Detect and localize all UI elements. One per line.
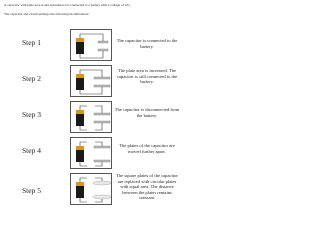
capacitor-bottom-plate	[94, 160, 110, 162]
battery-wire-top	[80, 178, 87, 182]
capacitor-bottom-plate	[98, 49, 108, 51]
battery-body-icon	[76, 148, 84, 162]
battery-wire-top	[80, 142, 87, 146]
battery-body-icon	[76, 184, 84, 198]
step-5-circuit	[71, 174, 113, 206]
step-5-box	[70, 173, 112, 205]
step-5	[0, 172, 200, 224]
intro-line-2: The capacitor and circuit undergo the following modifications:	[4, 12, 90, 16]
battery-terminal-icon	[76, 110, 84, 114]
step-1-label: Step 1	[22, 38, 41, 47]
battery-terminal-icon	[76, 38, 84, 42]
battery-wire-bottom	[80, 198, 87, 202]
intro-line-1: A capacitor with plate area A and separation d is connected to a battery with a voltage of ΔV₀.	[4, 3, 132, 7]
step-4	[0, 136, 200, 170]
step-1-description: The capacitor is connected to the battery.	[116, 38, 178, 49]
capacitor-top-plate	[94, 77, 110, 79]
battery-terminal-icon	[76, 74, 84, 78]
step-4-box	[70, 137, 112, 169]
capacitor-bottom-plate	[94, 85, 110, 87]
battery-body-icon	[76, 112, 84, 126]
step-4-description: The plates of the capacitor are moved further apart.	[119, 143, 175, 154]
battery-body-icon	[76, 40, 84, 54]
step-2-label: Step 2	[22, 74, 41, 83]
step-1-circuit	[71, 30, 113, 62]
capacitor-top-plate	[94, 146, 110, 148]
battery-wire-bottom	[80, 126, 87, 130]
battery-terminal-icon	[76, 146, 84, 150]
capacitor-bottom-circular-plate	[93, 195, 111, 199]
capacitor-top-plate	[98, 41, 108, 43]
step-4-label: Step 4	[22, 146, 41, 155]
step-3-circuit	[71, 102, 113, 134]
step-3-label: Step 3	[22, 110, 41, 119]
step-2	[0, 64, 200, 98]
capacitor-wire-top	[95, 106, 102, 114]
step-4-circuit	[71, 138, 113, 170]
step-1-box	[70, 29, 112, 61]
step-2-circuit	[71, 66, 113, 98]
battery-body-icon	[76, 76, 84, 90]
battery-terminal-icon	[76, 182, 84, 186]
step-5-description: The square plates of the capacitor are replaced with circular plates with equal area. The distance between the plates remains constant.	[116, 173, 178, 201]
step-1	[0, 28, 200, 62]
step-3	[0, 100, 200, 134]
capacitor-top-circular-plate	[93, 181, 111, 185]
step-5-label: Step 5	[22, 186, 41, 195]
capacitor-bottom-plate	[94, 121, 110, 123]
capacitor-wire-bottom	[95, 122, 102, 130]
battery-wire-bottom	[80, 162, 87, 166]
step-2-description: The plate area is increased. The capacitor is still connected to the battery.	[116, 68, 178, 85]
step-3-box	[70, 101, 112, 133]
step-2-box	[70, 65, 112, 97]
capacitor-top-plate	[94, 113, 110, 115]
battery-wire-top	[80, 106, 87, 110]
step-3-description: The capacitor is disconnected from the battery.	[114, 107, 180, 118]
